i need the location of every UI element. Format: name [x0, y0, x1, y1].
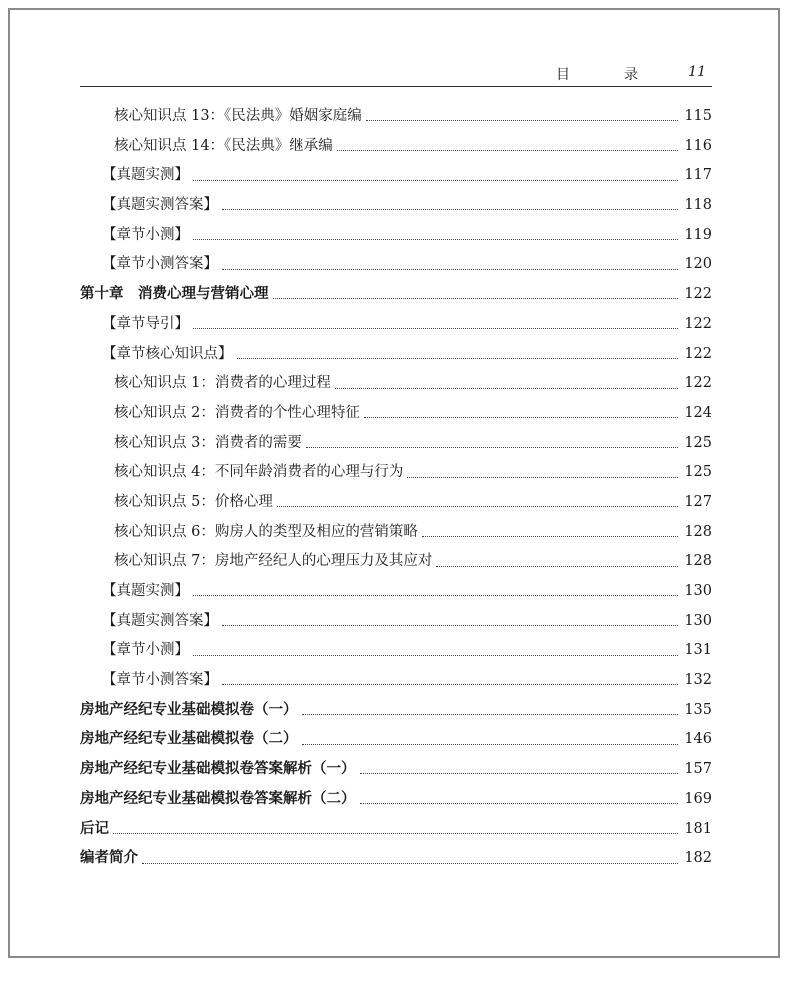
dot-leader: [237, 358, 679, 359]
toc-entry[interactable]: [80, 223, 712, 253]
toc-entry-label: 【真题实测答案】: [102, 197, 218, 214]
toc-entry[interactable]: [80, 371, 712, 401]
dot-leader: [360, 803, 679, 804]
toc-entry-page: 122: [684, 286, 712, 303]
toc-entry-label: 【章节小测答案】: [102, 256, 218, 273]
toc-entry-page: 127: [684, 493, 712, 510]
toc-entry-page: 115: [684, 108, 712, 124]
dot-leader: [222, 625, 678, 626]
toc-entry-label: 核心知识点 2：消费者的个性心理特征: [114, 404, 360, 421]
toc-entry[interactable]: [80, 134, 712, 164]
toc-entry-label: 第十章 消费心理与营销心理: [80, 286, 269, 303]
toc-entry-label: 【章节核心知识点】: [102, 345, 233, 362]
toc-entry-page: 128: [684, 553, 712, 570]
toc-entry-label: 【章节导引】: [102, 315, 189, 332]
toc-entry-label: 核心知识点 13：《民法典》婚姻家庭编: [114, 108, 362, 124]
toc-entry-label: 房地产经纪专业基础模拟卷答案解析（二）: [80, 790, 356, 807]
toc-entry[interactable]: [80, 609, 712, 639]
toc-entry-label: 后记: [80, 820, 109, 837]
dot-leader: [407, 477, 678, 478]
dot-leader: [436, 566, 678, 567]
toc-entry-page: 119: [684, 226, 712, 243]
toc-entry[interactable]: [80, 460, 712, 490]
toc-entry[interactable]: [80, 520, 712, 550]
toc-entry-page: 182: [684, 850, 712, 867]
toc-entry-label: 核心知识点 5：价格心理: [114, 493, 273, 510]
toc-entry-page: 131: [684, 642, 712, 659]
dot-leader: [193, 180, 678, 181]
toc-entry-label: 【真题实测答案】: [102, 612, 218, 629]
running-head-page-number: 11: [688, 64, 706, 80]
toc-entry[interactable]: [80, 193, 712, 223]
toc-entry-page: 130: [684, 583, 712, 599]
toc-entry[interactable]: [80, 490, 712, 520]
toc-entry-label: 【章节小测】: [102, 642, 189, 659]
toc-entry-label: 核心知识点 4：不同年龄消费者的心理与行为: [114, 464, 404, 481]
dot-leader: [273, 298, 679, 299]
dot-leader: [422, 536, 678, 537]
toc-entry-page: 125: [684, 464, 712, 481]
dot-leader: [277, 506, 678, 507]
dot-leader: [222, 269, 678, 270]
toc-entry[interactable]: [80, 638, 712, 668]
toc-entry[interactable]: [80, 401, 712, 431]
dot-leader: [302, 714, 679, 715]
toc-entry-page: 181: [684, 820, 712, 837]
table-of-contents: [80, 104, 712, 876]
toc-entry-label: 核心知识点 6：购房人的类型及相应的营销策略: [114, 523, 418, 540]
toc-entry-page: 118: [684, 197, 712, 214]
toc-entry[interactable]: [80, 342, 712, 372]
toc-entry-page: 122: [684, 345, 712, 362]
dot-leader: [193, 239, 678, 240]
toc-entry-label: 房地产经纪专业基础模拟卷（一）: [80, 701, 298, 718]
dot-leader: [113, 833, 678, 834]
toc-entry-page: 169: [684, 790, 712, 807]
toc-entry-label: 核心知识点 3：消费者的需要: [114, 434, 302, 451]
toc-entry-page: 128: [684, 523, 712, 540]
dot-leader: [193, 655, 678, 656]
toc-entry-label: 核心知识点 14：《民法典》继承编: [114, 137, 333, 154]
toc-entry-page: 117: [684, 167, 712, 184]
dot-leader: [335, 388, 678, 389]
toc-entry[interactable]: [80, 282, 712, 312]
toc-entry[interactable]: [80, 104, 712, 134]
dot-leader: [337, 150, 678, 151]
toc-entry[interactable]: [80, 312, 712, 342]
toc-entry[interactable]: [80, 698, 712, 728]
toc-entry[interactable]: [80, 668, 712, 698]
toc-entry-page: 132: [684, 672, 712, 689]
dot-leader: [302, 744, 679, 745]
dot-leader: [193, 328, 678, 329]
dot-leader: [306, 447, 678, 448]
toc-entry[interactable]: [80, 846, 712, 876]
toc-entry-page: 116: [684, 137, 712, 154]
toc-entry[interactable]: [80, 163, 712, 193]
toc-entry-label: 核心知识点 7：房地产经纪人的心理压力及其应对: [114, 553, 433, 570]
dot-leader: [364, 417, 678, 418]
toc-entry-page: 120: [684, 256, 712, 273]
toc-entry[interactable]: [80, 817, 712, 847]
toc-entry-page: 122: [684, 315, 712, 332]
toc-entry[interactable]: [80, 757, 712, 787]
toc-entry[interactable]: [80, 579, 712, 609]
toc-entry-page: 124: [684, 404, 712, 421]
toc-entry-page: 157: [684, 761, 712, 778]
dot-leader: [222, 209, 678, 210]
toc-entry[interactable]: [80, 549, 712, 579]
toc-entry-label: 【章节小测答案】: [102, 672, 218, 689]
toc-entry-page: 135: [684, 701, 712, 718]
toc-entry-label: 房地产经纪专业基础模拟卷（二）: [80, 731, 298, 748]
toc-entry-label: 【真题实测】: [102, 583, 189, 599]
toc-entry-label: 核心知识点 1：消费者的心理过程: [114, 375, 331, 392]
toc-entry[interactable]: [80, 727, 712, 757]
dot-leader: [366, 120, 678, 121]
toc-entry-label: 房地产经纪专业基础模拟卷答案解析（一）: [80, 761, 356, 778]
dot-leader: [193, 595, 678, 596]
running-head: [80, 64, 712, 87]
toc-entry-page: 130: [684, 612, 712, 629]
toc-entry[interactable]: [80, 431, 712, 461]
toc-entry-page: 122: [684, 375, 712, 392]
toc-entry[interactable]: [80, 787, 712, 817]
toc-entry-label: 【章节小测】: [102, 226, 189, 243]
dot-leader: [142, 863, 678, 864]
dot-leader: [360, 773, 679, 774]
toc-entry-page: 125: [684, 434, 712, 451]
toc-entry-page: 146: [684, 731, 712, 748]
running-head-title: 目 录: [556, 67, 658, 83]
toc-entry[interactable]: [80, 252, 712, 282]
toc-entry-label: 编者简介: [80, 850, 138, 867]
dot-leader: [222, 684, 678, 685]
toc-entry-label: 【真题实测】: [102, 167, 189, 184]
